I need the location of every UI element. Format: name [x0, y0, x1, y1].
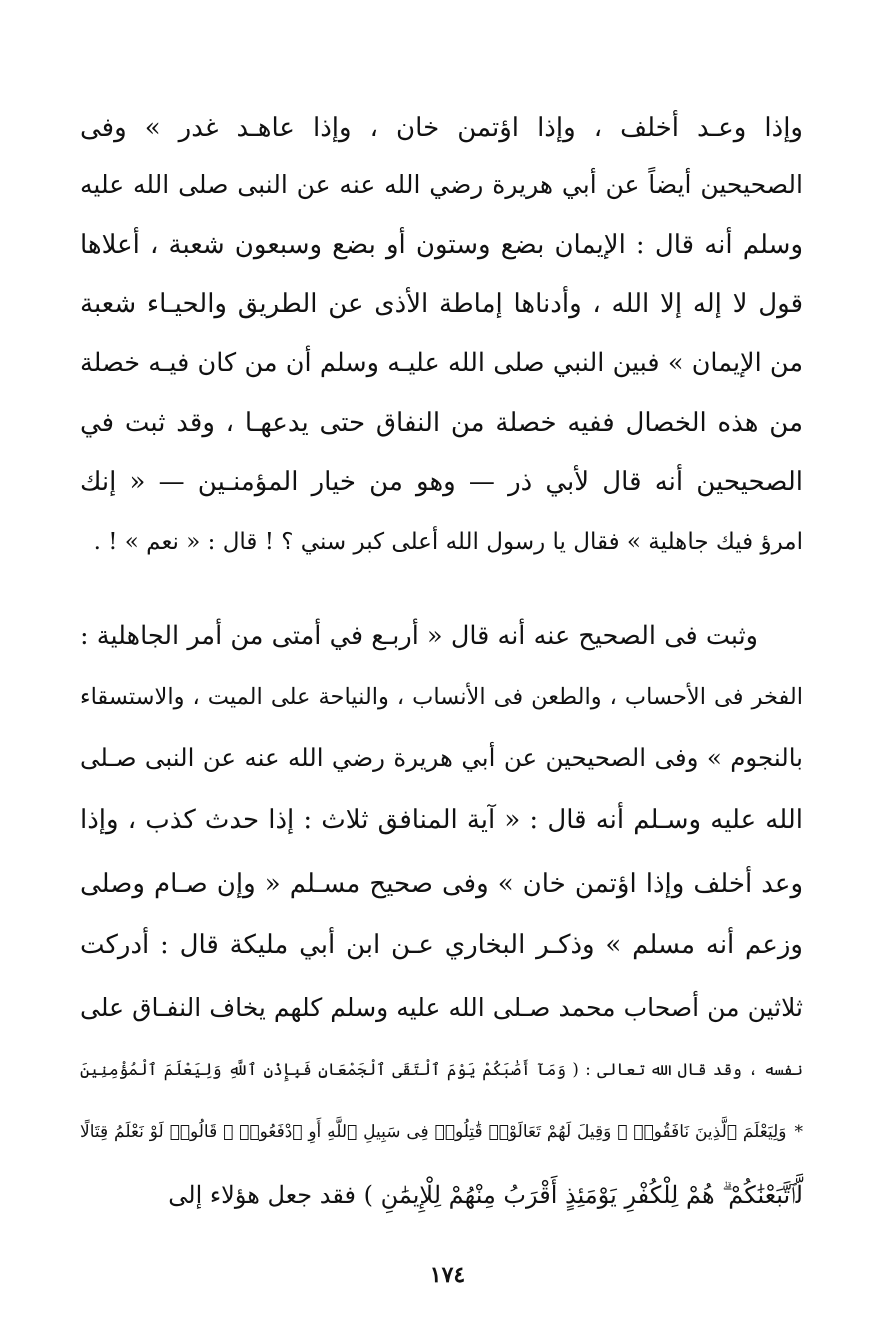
- text-line: الفخر فى الأحساب ، والطعن فى الأنساب ، والنياحة على الميت ، والاستسقاء: [80, 684, 803, 710]
- text-line: وسلم أنه قال : الإيمان بضع وستون أو بضع وسبعون شعبة ، أعلاها: [80, 230, 803, 260]
- text-line: من هذه الخصال ففيه خصلة من النفاق حتى يدعهـا ، وقد ثبت في: [80, 408, 803, 438]
- text-line: من الإيمان » فبين النبي صلى الله عليـه وسلم أن من كان فيـه خصلة: [80, 348, 803, 378]
- text-line: بالنجوم » وفى الصحيحين عن أبي هريرة رضي الله عنه عن النبى صـلى: [80, 743, 803, 772]
- text-line: ثلاثين من أصحاب محمد صـلى الله عليه وسلم كلهم يخاف النفـاق على: [80, 993, 803, 1022]
- text-line: وإذا وعـد أخلف ، وإذا اؤتمن خان ، وإذا عاهـد غدر » وفى: [80, 113, 803, 143]
- page-number: ١٧٤: [429, 1262, 466, 1288]
- text-line: وزعم أنه مسلم » وذكـر البخاري عـن ابن أبي مليكة قال : أدركت: [80, 930, 803, 960]
- text-line: امرؤ فيك جاهلية » فقال يا رسول الله أعلى كبر سني ؟ ! قال : « نعم » ! .: [93, 529, 803, 555]
- verse-marker: *: [794, 1122, 803, 1142]
- text-line: الله عليه وسـلم أنه قال : « آية المنافق ثلاث : إذا حدث كذب ، وإذا: [80, 805, 803, 835]
- text-line: قول لا إله إلا الله ، وأدناها إماطة الأذى عن الطريق والحيـاء شعبة: [80, 289, 803, 319]
- text-line: الصحيحين أيضاً عن أبي هريرة رضي الله عنه عن النبى صلى الله عليه: [80, 170, 803, 199]
- text-line: وعد أخلف وإذا اؤتمن خان » وفى صحيح مسـلم « وإن صـام وصلى: [80, 869, 803, 899]
- text-line: نفسه ، وقد قال الله تعالى : ( وَمَآ أَصَٰبَكُمْ يَوْمَ ٱلْتَقَى ٱلْجَمْعَانِ فَبِإِذْنِ ٱللَّهِ وَلِيَعْلَمَ ٱلْمُؤْمِنِينَ: [80, 1060, 803, 1079]
- quran-verse-line: لَّٱتَّبَعْنَٰكُمْ ۗ هُمْ لِلْكُفْرِ يَوْمَئِذٍ أَقْرَبُ مِنْهُمْ لِلْإِيمَٰنِ ) فقد جعل هؤلاء إلى: [168, 1181, 803, 1209]
- quran-verse-line: [80, 1112, 803, 1152]
- text-line: وثبت فى الصحيح عنه أنه قال « أربـع في أمتى من أمر الجاهلية :: [80, 621, 758, 651]
- text-line: الصحيحين أنه قال لأبي ذر — وهو من خيار المؤمنـين — « إنك: [80, 467, 803, 497]
- document-page: [80, 0, 803, 1335]
- quran-verse-text: وَلِيَعْلَمَ ٱلَّذِينَ نَافَقُوا۟ ۚ وَقِيلَ لَهُمْ تَعَالَوْا۟ قَٰتِلُوا۟ فِى سَبِيلِ ٱللَّهِ أَوِ ٱدْفَعُوا۟ ۖ قَالُوا۟ لَوْ نَعْلَمُ قِتَالًا: [80, 1122, 787, 1142]
